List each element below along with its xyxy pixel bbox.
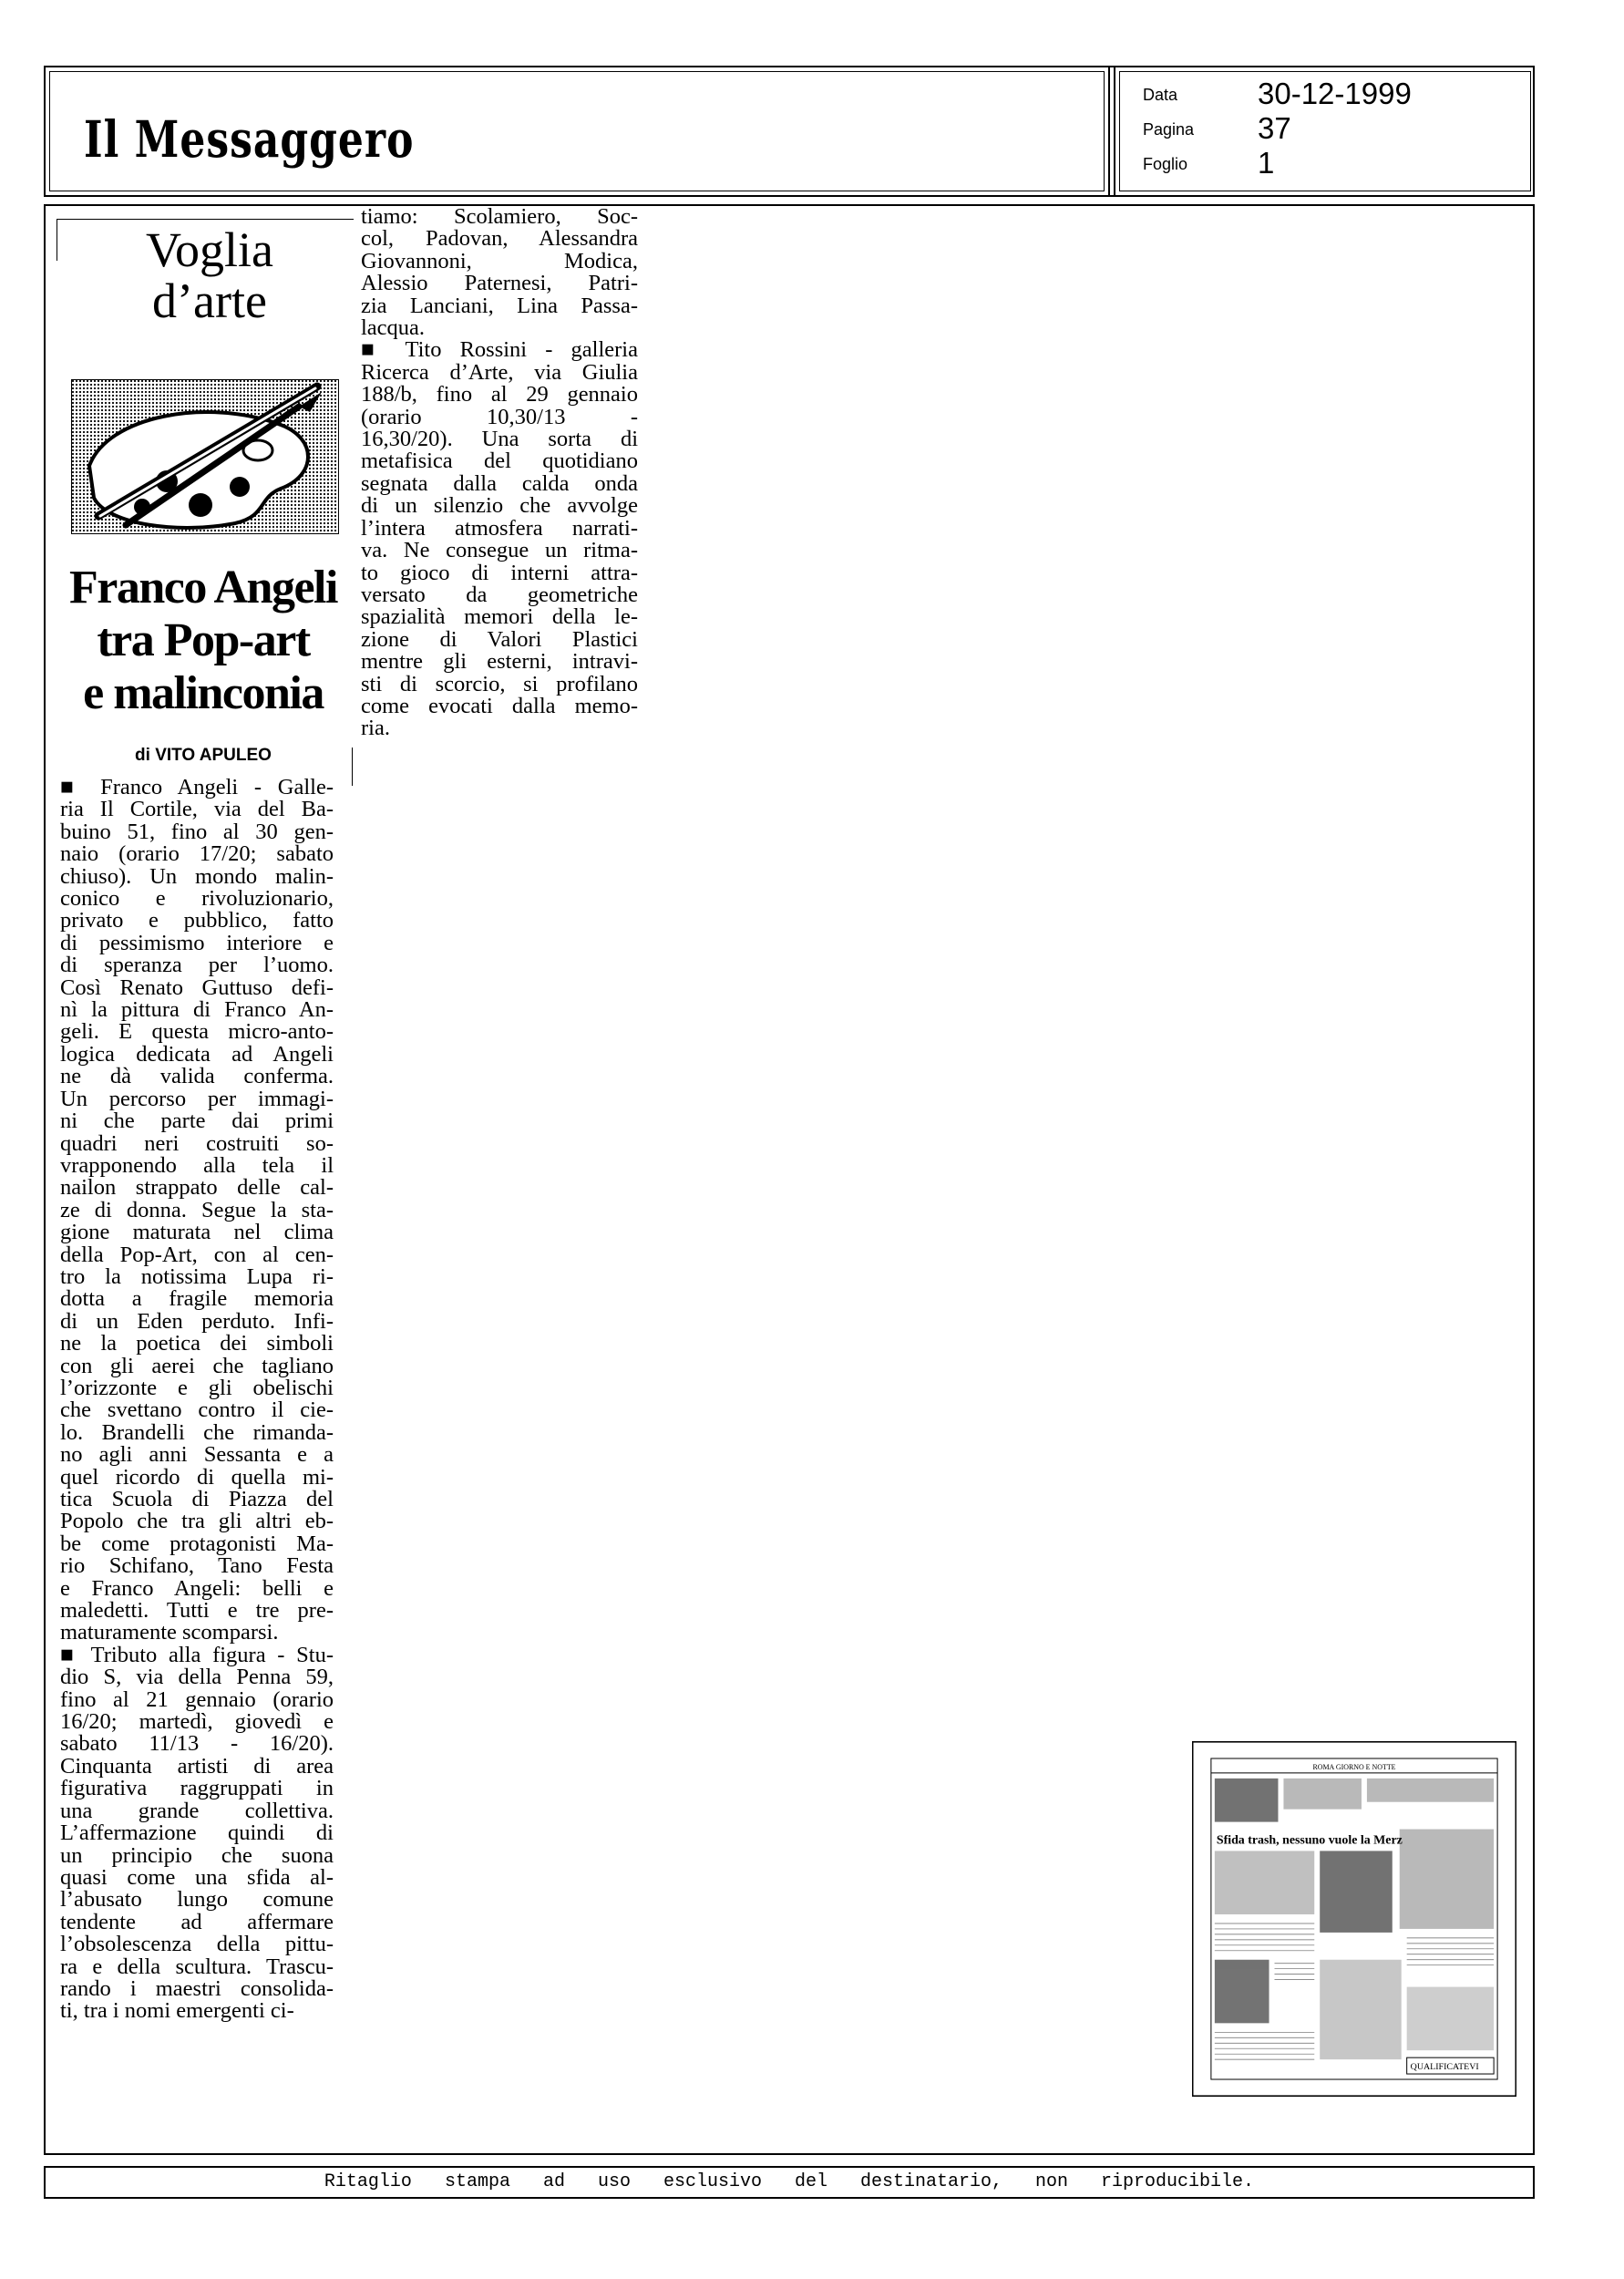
article-text-line: mentre gli esterni, intravi- [361, 649, 638, 675]
rubric-line-1: Voglia [145, 222, 273, 277]
clipping-header [44, 66, 1535, 197]
article-text-line: con gli aerei che tagliano [60, 1353, 334, 1378]
article-text-line: naio (orario 17/20; sabato [60, 841, 334, 867]
headline-line-1: Franco Angeli [69, 562, 337, 614]
article-text-line: ti, tra i nomi emergenti ci- [60, 1998, 294, 2024]
article-text-line: logica dedicata ad Angeli [60, 1041, 334, 1067]
headline-line-3: e malinconia [83, 667, 324, 719]
article-text-line: un principio che suona [60, 1842, 334, 1868]
article-text-line: be come protagonisti Ma- [60, 1531, 334, 1556]
article-text-line: nailon strappato delle cal- [60, 1175, 334, 1201]
article-byline: di VITO APULEO [135, 746, 272, 765]
rubric-title [91, 224, 328, 326]
article-text-line: Cinquanta artisti di area [60, 1753, 334, 1779]
article-text-line: Un percorso per immagi- [60, 1086, 334, 1111]
article-text-line: no agli anni Sessanta e a [60, 1442, 334, 1468]
article-text-line: sti di scorcio, si profilano [361, 671, 638, 696]
article-text-line: quel ricordo di quella mi- [60, 1464, 334, 1490]
article-text-line: spazialità memori della le- [361, 604, 638, 630]
meta-row-page [1115, 108, 1535, 144]
article-text-line: ni che parte dai primi [60, 1109, 334, 1134]
article-text-line: fino al 21 gennaio (orario [60, 1686, 334, 1712]
article-text-line: ra e della scultura. Trascu- [60, 1954, 334, 1979]
article-text-line: ze di donna. Segue la sta- [60, 1197, 334, 1222]
article-text-line: Così Renato Guttuso defi- [60, 975, 334, 1000]
clipping-meta-box [1114, 67, 1535, 195]
meta-label-sheet: Foglio [1143, 155, 1188, 173]
article-text-line: quadri neri costruiti so- [60, 1130, 334, 1156]
article-text-line: to gioco di interni attra- [361, 560, 638, 585]
article-column-2 [361, 206, 638, 740]
masthead-box [46, 67, 1110, 195]
column-divider-rule [352, 748, 353, 786]
article-text-line: maledetti. Tutti e tre pre- [60, 1598, 334, 1624]
thumbnail-page-header: ROMA GIORNO E NOTTE [1312, 1762, 1396, 1771]
meta-value-page: 37 [1258, 111, 1291, 145]
article-text-line: segnata dalla calda onda [361, 470, 638, 496]
article-text-line: come evocati dalla memo- [361, 693, 638, 718]
meta-value-sheet: 1 [1258, 146, 1275, 180]
article-text-line: metafisica del quotidiano [361, 449, 638, 474]
article-text-line: 16/20; martedì, giovedì e [60, 1709, 334, 1735]
article-top-rule [57, 219, 354, 220]
meta-row-sheet [1115, 142, 1535, 179]
article-text-line: figurativa raggruppati in [60, 1776, 334, 1801]
article-text-line: (orario 10,30/13 - [361, 404, 638, 429]
article-text-line: ria Il Cortile, via del Ba- [60, 797, 334, 822]
article-text-line: l’abusato lungo comune [60, 1887, 334, 1913]
article-text-line: 188/b, fino al 29 gennaio [361, 382, 638, 407]
newspaper-page-thumbnail-icon [1192, 1741, 1516, 2097]
article-text-line: una grande collettiva. [60, 1798, 334, 1823]
article-text-line: ■ Franco Angeli - Galle- [60, 775, 334, 799]
article-text-line: che svettano contro il cie- [60, 1397, 334, 1423]
article-text-line: di un silenzio che avvolge [361, 493, 638, 519]
article-text-line: chiuso). Un mondo malin- [60, 863, 334, 889]
article-text-line: lo. Brandelli che rimanda- [60, 1419, 334, 1445]
newspaper-masthead: Il Messaggero [84, 111, 415, 170]
meta-label-page: Pagina [1143, 120, 1195, 139]
article-column-1 [60, 777, 334, 2023]
article-text-line: L’affermazione quindi di [60, 1820, 334, 1846]
article-text-line: buino 51, fino al 30 gen- [60, 819, 334, 844]
meta-label-date: Data [1143, 86, 1178, 104]
article-text-line: Popolo che tra gli altri eb- [60, 1509, 334, 1534]
article-text-line: dotta a fragile memoria [60, 1286, 334, 1312]
article-text-line: dio S, via della Penna 59, [60, 1665, 334, 1690]
article-text-line: tro la notissima Lupa ri- [60, 1263, 334, 1289]
article-text-line: zia Lanciani, Lina Passa- [361, 293, 638, 318]
article-headline [60, 562, 346, 720]
article-text-line: ■ Tributo alla figura - Stu- [60, 1642, 334, 1667]
article-text-line: 16,30/20). Una sorta di [361, 427, 638, 452]
article-text-line: e Franco Angeli: belli e [60, 1575, 334, 1601]
article-text-line: tendente ad affermare [60, 1909, 334, 1934]
article-text-line: vrapponendo alla tela il [60, 1152, 334, 1178]
thumbnail-headline: Sfida trash, nessuno vuole la Merz [1216, 1833, 1403, 1848]
headline-line-2: tra Pop-art [97, 614, 310, 666]
article-text-line: tica Scuola di Piazza del [60, 1487, 334, 1511]
article-text-line: l’obsolescenza della pittu- [60, 1932, 334, 1957]
article-text-line: Alessio Paternesi, Patri- [361, 271, 638, 296]
meta-value-date: 30-12-1999 [1258, 77, 1412, 110]
article-text-line: di un Eden perduto. Infi- [60, 1308, 334, 1334]
article-text-line: lacqua. [361, 315, 426, 341]
article-text-line: ne dà valida conferma. [60, 1064, 334, 1089]
article-text-line: conico e rivoluzionario, [60, 886, 334, 912]
article-text-line: Giovannoni, Modica, [361, 248, 638, 273]
article-text-line: tiamo: Scolamiero, Soc- [361, 204, 638, 229]
article-text-line: maturamente scomparsi. [60, 1620, 279, 1645]
article-text-line: di pessimismo interiore e [60, 930, 334, 955]
article-text-line: di speranza per l’uomo. [60, 953, 334, 978]
rubric-line-2: d’arte [152, 273, 267, 328]
article-text-line: zione di Valori Plastici [361, 626, 638, 652]
article-text-line: col, Padovan, Alessandra [361, 226, 638, 252]
article-text-line: della Pop-Art, con al cen- [60, 1242, 334, 1267]
article-text-line: privato e pubblico, fatto [60, 908, 334, 933]
article-text-line: versato da geometriche [361, 582, 638, 607]
article-text-line: ne la poetica dei simboli [60, 1331, 334, 1356]
article-text-line: nì la pittura di Franco An- [60, 997, 334, 1023]
article-text-line: sabato 11/13 - 16/20). [60, 1731, 334, 1757]
article-text-line: gione maturata nel clima [60, 1220, 334, 1245]
article-text-line: rio Schifano, Tano Festa [60, 1553, 334, 1579]
article-text-line: l’orizzonte e gli obelischi [60, 1375, 334, 1400]
article-text-line: l’intera atmosfera narrati- [361, 515, 638, 541]
article-text-line: va. Ne consegue un ritma- [361, 538, 638, 563]
palette-brushes-icon [71, 379, 339, 534]
thumbnail-ad-text: QUALIFICATEVI [1410, 2062, 1479, 2073]
article-text-line: rando i maestri consolida- [60, 1975, 334, 2001]
article-text-line: geli. E questa micro-anto- [60, 1019, 334, 1045]
article-text-line: Ricerca d’Arte, via Giulia [361, 359, 638, 385]
article-text-line: ■ Tito Rossini - galleria [361, 337, 638, 363]
meta-row-date [1115, 73, 1535, 109]
article-text-line: quasi come una sfida al- [60, 1864, 334, 1890]
article-text-line: ria. [361, 716, 390, 741]
reproduction-notice: Ritaglio stampa ad uso esclusivo del destinatario, non riproducibile. [44, 2166, 1535, 2199]
